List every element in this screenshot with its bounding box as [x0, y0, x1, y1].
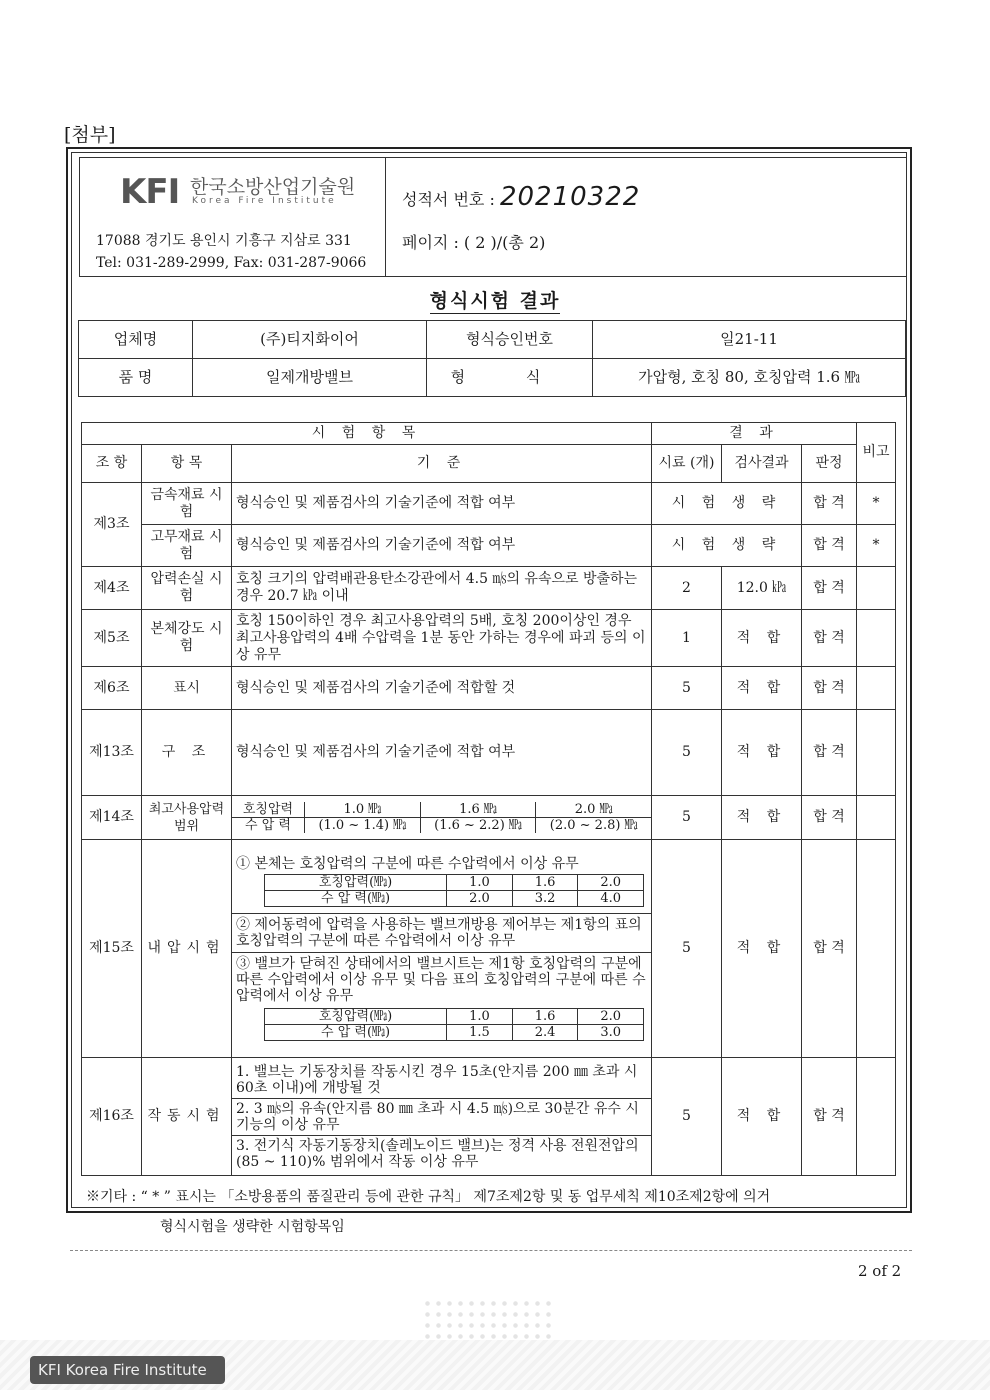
result-cell: 적 합	[722, 610, 802, 667]
test-value: 3.0	[578, 1025, 644, 1041]
remark-cell	[857, 1058, 896, 1176]
item-header: 항 목	[142, 445, 232, 483]
article-cell: 제4조	[82, 567, 142, 610]
remark-cell	[857, 710, 896, 796]
result-cell: 시 험 생 략	[652, 525, 802, 567]
nominal-value: 1.6	[512, 875, 578, 891]
judgment-cell: 합 격	[802, 483, 857, 525]
article-header: 조 항	[82, 445, 142, 483]
judgment-cell: 합 격	[802, 710, 857, 796]
criteria-line: 1. 밸브는 기동장치를 작동시킨 경우 15초(안지름 200 ㎜ 초과 시 60초 이내)에 개방될 것	[236, 1063, 638, 1096]
article-cell: 제14조	[82, 796, 142, 840]
address-block	[96, 230, 366, 274]
judgment-cell: 합 격	[802, 567, 857, 610]
table-row	[82, 710, 896, 796]
nominal-label: 호칭압력(㎫)	[265, 875, 447, 891]
test-label: 수 압 력(㎫)	[265, 1025, 447, 1041]
nominal-value: 1.6	[512, 1009, 578, 1025]
footnote-line: ※기타 : “ * ” 표시는 「소방용품의 품질관리 등에 관한 규칙」 제7조제2항 및 동 업무세칙 제10조제2항에 의거	[86, 1189, 771, 1205]
page-count: 2 of 2	[858, 1262, 902, 1280]
article-cell: 제3조	[82, 483, 142, 567]
article-cell: 제13조	[82, 710, 142, 796]
samples-cell: 5	[652, 1058, 722, 1176]
article-cell: 제6조	[82, 667, 142, 710]
page-indicator: 페이지 : ( 2 )/(총 2)	[402, 233, 546, 252]
document-title: 형식시험 결과	[429, 290, 561, 312]
nominal-value: 1.0 ㎫	[305, 802, 421, 818]
judgment-cell: 합 격	[802, 667, 857, 710]
result-cell: 시 험 생 략	[652, 483, 802, 525]
criteria-header: 기 준	[232, 445, 652, 483]
inspection-header: 검사결과	[722, 445, 802, 483]
table-row	[82, 796, 896, 840]
product-label: 품 명	[79, 359, 193, 397]
table-row	[82, 667, 896, 710]
type-label: 형 식	[427, 359, 593, 397]
article-cell: 제15조	[82, 840, 142, 1058]
approval-value: 일21-11	[593, 321, 906, 359]
samples-cell: 1	[652, 610, 722, 667]
criteria-line: ① 본체는 호칭압력의 구분에 따른 수압력에서 이상 유무	[236, 856, 579, 872]
range-value: (1.0 ~ 1.4) ㎫	[305, 818, 421, 834]
table-row	[82, 840, 896, 1058]
org-name: 한국소방산업기술원	[190, 176, 356, 198]
criteria-cell: 형식승인 및 제품검사의 기술기준에 적합 여부	[232, 525, 652, 567]
footer-logo: KFI Korea Fire Institute	[30, 1356, 225, 1384]
watermark-dots	[422, 1298, 552, 1346]
item-cell: 금속재료 시험	[142, 483, 232, 525]
judgment-header: 판정	[802, 445, 857, 483]
company-label: 업체명	[79, 321, 193, 359]
footnote	[86, 1182, 770, 1242]
nominal-label: 호칭압력(㎫)	[265, 1009, 447, 1025]
pressure-table-1	[264, 874, 644, 907]
item-cell: 내압시험	[142, 840, 232, 1058]
approval-label: 형식승인번호	[427, 321, 593, 359]
test-value: 2.0	[447, 891, 513, 907]
nominal-value: 2.0	[578, 1009, 644, 1025]
criteria-cell: 호칭 150이하인 경우 최고사용압력의 5배, 호칭 200이상인 경우 최고사용압력의 4배 수압력을 1분 동안 가하는 경우에 파괴 등의 이상 유무	[232, 610, 652, 667]
remark-cell	[857, 567, 896, 610]
org-name-en: Korea Fire Institute	[192, 196, 337, 206]
remark-cell: *	[857, 525, 896, 567]
test-value: 3.2	[512, 891, 578, 907]
nominal-value: 1.0	[447, 1009, 513, 1025]
result-cell: 적 합	[722, 710, 802, 796]
remarks-header: 비고	[857, 423, 896, 483]
judgment-cell: 합 격	[802, 840, 857, 1058]
criteria-cell: 형식승인 및 제품검사의 기술기준에 적합 여부	[232, 483, 652, 525]
samples-cell: 5	[652, 667, 722, 710]
criteria-line: 2. 3 ㎧의 유속(안지름 80 ㎜ 초과 시 4.5 ㎧)으로 30분간 유수 시 기능의 이상 유무	[232, 1098, 651, 1135]
nominal-label: 호칭압력	[232, 802, 305, 818]
nominal-value: 2.0	[578, 875, 644, 891]
nominal-value: 1.6 ㎫	[420, 802, 536, 818]
samples-cell: 5	[652, 796, 722, 840]
item-cell: 압력손실 시험	[142, 567, 232, 610]
result-cell: 적 합	[722, 840, 802, 1058]
divider	[70, 1250, 912, 1251]
table-row	[82, 610, 896, 667]
judgment-cell: 합 격	[802, 610, 857, 667]
samples-cell: 5	[652, 710, 722, 796]
criteria-cell: 형식승인 및 제품검사의 기술기준에 적합 여부	[232, 710, 652, 796]
logo-mark: KFI	[120, 172, 180, 212]
report-number-value: 20210322	[499, 182, 641, 212]
range-value: (2.0 ~ 2.8) ㎫	[536, 818, 651, 834]
remark-cell	[857, 610, 896, 667]
range-label: 수 압 력	[232, 818, 305, 834]
company-value: (주)티지화이어	[193, 321, 427, 359]
test-value: 4.0	[578, 891, 644, 907]
range-value: (1.6 ~ 2.2) ㎫	[420, 818, 536, 834]
samples-cell: 2	[652, 567, 722, 610]
contact: Tel: 031-289-2999, Fax: 031-287-9066	[96, 255, 367, 271]
remark-cell: *	[857, 483, 896, 525]
result-cell: 적 합	[722, 1058, 802, 1176]
item-cell: 본체강도 시험	[142, 610, 232, 667]
criteria-cell: 호칭 크기의 압력배관용탄소강관에서 4.5 ㎧의 유속으로 방출하는 경우 20.7 ㎪ 이내	[232, 567, 652, 610]
kfi-logo	[120, 172, 356, 212]
table-row	[82, 1058, 896, 1176]
address: 17088 경기도 용인시 기흥구 지삼로 331	[96, 233, 352, 249]
footnote-line: 형식시험을 생략한 시험항목임	[160, 1219, 345, 1235]
nominal-value: 2.0 ㎫	[536, 802, 651, 818]
remark-cell	[857, 667, 896, 710]
result-cell: 적 합	[722, 667, 802, 710]
criteria-line: ② 제어동력에 압력을 사용하는 밸브개방용 제어부는 제1항의 표의 호칭압력의 구분에 따른 수압력에서 이상 유무	[232, 913, 651, 952]
attachment-label: [첨부]	[64, 124, 116, 146]
results-table	[81, 422, 896, 1176]
judgment-cell: 합 격	[802, 1058, 857, 1176]
samples-header: 시료 (개)	[652, 445, 722, 483]
table-row	[82, 525, 896, 567]
test-label: 수 압 력(㎫)	[265, 891, 447, 907]
result-cell: 적 합	[722, 796, 802, 840]
samples-cell: 5	[652, 840, 722, 1058]
info-table	[78, 320, 906, 397]
item-cell: 고무재료 시험	[142, 525, 232, 567]
report-number-label: 성적서 번호 :	[402, 190, 495, 209]
table-row	[82, 483, 896, 525]
criteria-line: ③ 밸브가 닫혀진 상태에서의 밸브시트는 제1항 호칭압력의 구분에 따른 수압력에서 이상 유무 및 다음 표의 호칭압력의 구분에 따른 수압력에서 이상 유무	[232, 952, 651, 1004]
pressure-range-table	[232, 802, 651, 833]
results-header: 결 과	[652, 423, 857, 445]
type-value: 가압형, 호칭 80, 호칭압력 1.6 ㎫	[593, 359, 906, 397]
table-row	[82, 567, 896, 610]
judgment-cell: 합 격	[802, 525, 857, 567]
product-value: 일제개방밸브	[193, 359, 427, 397]
remark-cell	[857, 840, 896, 1058]
article-cell: 제5조	[82, 610, 142, 667]
report-number	[402, 182, 640, 212]
test-value: 1.5	[447, 1025, 513, 1041]
criteria-line: 3. 전기식 자동기동장치(솔레노이드 밸브)는 정격 사용 전원전압의 (85 ~ 110)% 범위에서 작동 이상 유무	[232, 1135, 651, 1170]
pressure-table-2	[264, 1008, 644, 1041]
item-cell: 작동시험	[142, 1058, 232, 1176]
result-cell: 12.0 ㎪	[722, 567, 802, 610]
item-cell: 최고사용압력 범위	[142, 796, 232, 840]
item-cell: 구 조	[142, 710, 232, 796]
nominal-value: 1.0	[447, 875, 513, 891]
judgment-cell: 합 격	[802, 796, 857, 840]
test-items-header: 시 험 항 목	[82, 423, 652, 445]
remark-cell	[857, 796, 896, 840]
test-value: 2.4	[512, 1025, 578, 1041]
criteria-cell: 형식승인 및 제품검사의 기술기준에 적합할 것	[232, 667, 652, 710]
item-cell: 표시	[142, 667, 232, 710]
article-cell: 제16조	[82, 1058, 142, 1176]
